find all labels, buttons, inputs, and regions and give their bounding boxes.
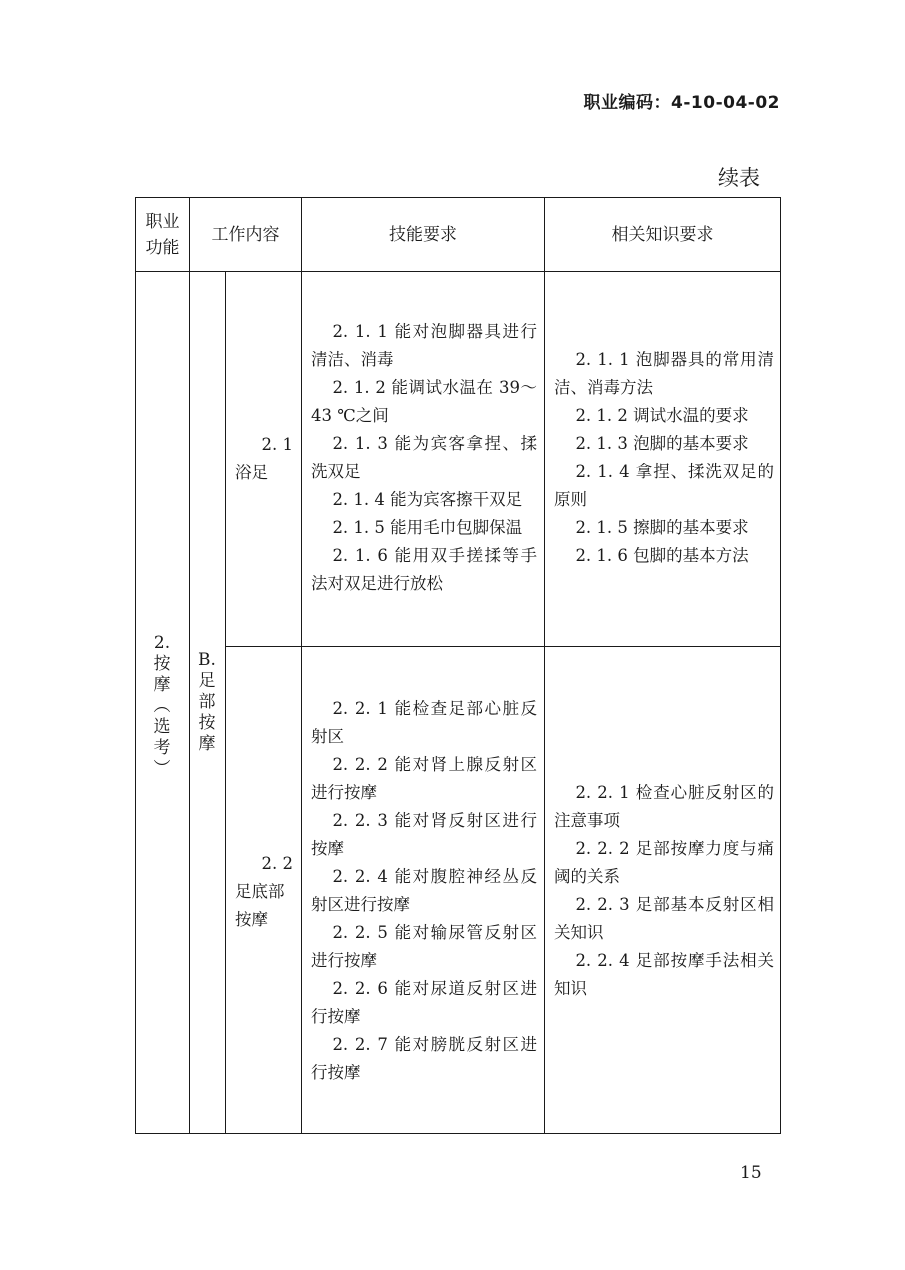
skill-item: 2. 1. 2 能调试水温在 39～43 ℃之间 <box>311 378 537 425</box>
knowledge-item: 2. 2. 2 足部按摩力度与痛阈的关系 <box>554 839 774 886</box>
knowledge-item: 2. 1. 1 泡脚器具的常用清洁、消毒方法 <box>554 350 774 397</box>
subitem-number: 2. 1 <box>261 435 293 454</box>
skill-item: 2. 2. 4 能对腹腔神经丛反射区进行按摩 <box>311 867 537 914</box>
skill-item: 2. 2. 5 能对输尿管反射区进行按摩 <box>311 923 537 970</box>
knowledge-item: 2. 1. 5 擦脚的基本要求 <box>575 518 749 537</box>
skill-item: 2. 1. 4 能为宾客擦干双足 <box>332 490 523 509</box>
header-function-line: 功能 <box>145 237 180 258</box>
skills-cell-sole-massage <box>311 695 537 1087</box>
skill-item: 2. 2. 2 能对肾上腺反射区进行按摩 <box>311 755 537 802</box>
page-number: 15 <box>740 1163 762 1183</box>
subitem-title: 足底部按摩 <box>235 882 285 929</box>
header-knowledge: 相关知识要求 <box>611 224 714 245</box>
knowledge-item: 2. 1. 4 拿捏、揉洗双足的原则 <box>554 462 774 509</box>
section-cell: B. 足 部 按 摩 <box>198 650 216 754</box>
grid-line <box>544 198 545 1133</box>
knowledge-item: 2. 2. 4 足部按摩手法相关知识 <box>554 951 774 998</box>
knowledge-item: 2. 2. 3 足部基本反射区相关知识 <box>554 895 774 942</box>
knowledge-item: 2. 1. 6 包脚的基本方法 <box>575 546 749 565</box>
occupation-code: 职业编码：4-10-04-02 <box>583 93 780 113</box>
skill-item: 2. 2. 1 能检查足部心脏反射区 <box>311 699 537 746</box>
function-cell: 2. 按 摩 ︵ 选 考 ︶ <box>153 633 171 779</box>
knowledge-cell-sole-massage <box>554 779 774 1003</box>
subitem-footbath <box>235 431 293 487</box>
subitem-number: 2. 2 <box>261 854 293 873</box>
skill-item: 2. 1. 6 能用双手搓揉等手法对双足进行放松 <box>311 546 537 593</box>
skill-item: 2. 1. 5 能用毛巾包脚保温 <box>332 518 523 537</box>
subitem-title: 浴足 <box>235 463 268 482</box>
header-function <box>136 198 189 271</box>
grid-line <box>136 271 780 272</box>
knowledge-item: 2. 2. 1 检查心脏反射区的注意事项 <box>554 783 774 830</box>
requirements-table <box>135 197 781 1134</box>
subitem-sole-massage <box>235 850 293 934</box>
grid-line <box>226 646 780 647</box>
skill-item: 2. 2. 6 能对尿道反射区进行按摩 <box>311 979 537 1026</box>
grid-line <box>225 272 226 1133</box>
skill-item: 2. 1. 1 能对泡脚器具进行清洁、消毒 <box>311 322 537 369</box>
knowledge-cell-footbath <box>554 346 774 570</box>
header-skills: 技能要求 <box>389 224 457 245</box>
continued-label: 续表 <box>718 166 760 190</box>
knowledge-item: 2. 1. 3 泡脚的基本要求 <box>575 434 749 453</box>
header-function-line: 职业 <box>145 211 180 232</box>
grid-line <box>189 198 190 1133</box>
header-work-content: 工作内容 <box>211 224 280 245</box>
grid-line <box>301 198 302 1133</box>
skill-item: 2. 2. 7 能对膀胱反射区进行按摩 <box>311 1035 537 1082</box>
knowledge-item: 2. 1. 2 调试水温的要求 <box>575 406 749 425</box>
skill-item: 2. 2. 3 能对肾反射区进行按摩 <box>311 811 537 858</box>
skill-item: 2. 1. 3 能为宾客拿捏、揉洗双足 <box>311 434 537 481</box>
skills-cell-footbath <box>311 318 537 598</box>
